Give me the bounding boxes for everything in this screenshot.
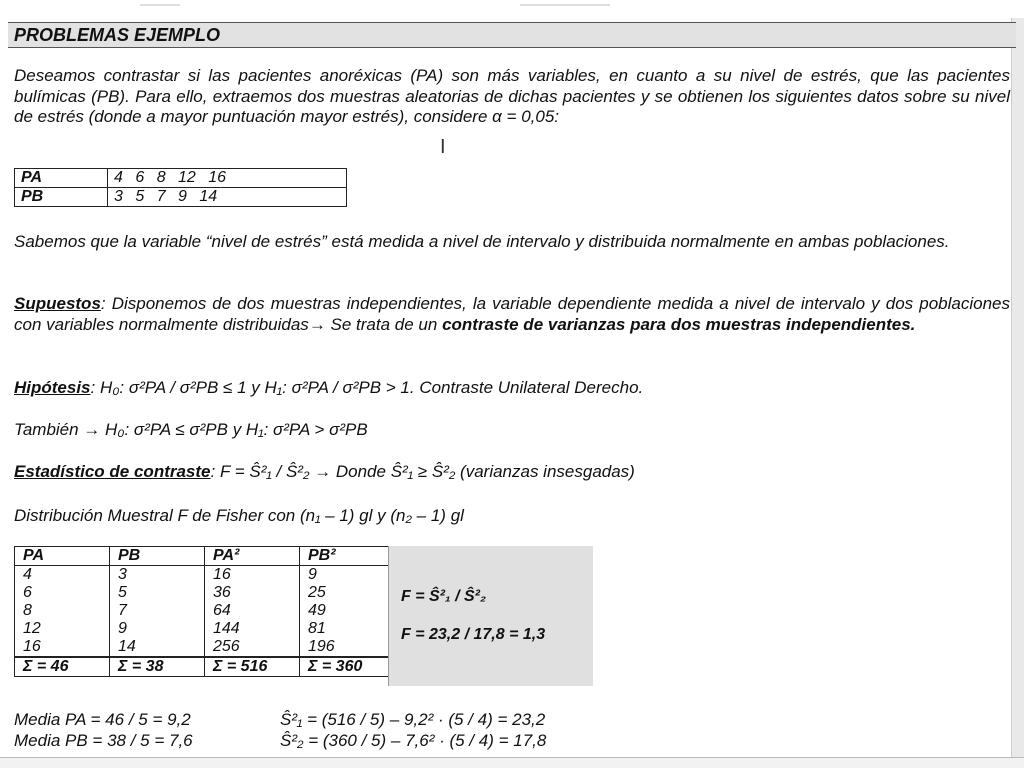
sum-row [15, 657, 395, 677]
media-pa: Media PA = 46 / 5 = 9,2 [14, 710, 191, 729]
cell: 196 [300, 638, 395, 657]
assumption-paragraph: Sabemos que la variable “nivel de estrés” está medida a nivel de intervalo y distribuida normalmente en ambas poblaciones. [14, 232, 950, 251]
cell: 6 [15, 584, 110, 602]
table-row [15, 169, 347, 188]
variance-s2: Ŝ²₂ = (360 / 5) – 7,6² · (5 / 4) = 17,8 [280, 731, 547, 750]
cell: 14 [110, 638, 205, 657]
estadistico-label: Estadístico de contraste [14, 462, 211, 481]
table-row [15, 620, 395, 638]
distribucion-line: Distribución Muestral F de Fisher con (n₁ – 1) gl y (n₂ – 1) gl [14, 506, 464, 525]
toolbar-divider [140, 4, 180, 6]
intro-paragraph: Deseamos contrastar si las pacientes anoréxicas (PA) son más variables, en cuanto a su nivel de estrés, que las pacientes bulímicas (PB). Para ello, extraemos dos muestras aleatorias de dichas pacientes y se obtienen los siguientes datos sobre su nivel de estrés (donde a mayor puntuación mayor estrés), considere α = 0,05: [14, 66, 1010, 126]
cell: 49 [300, 602, 395, 620]
section-header [8, 22, 1016, 48]
f-result: F = 23,2 / 17,8 = 1,3 [401, 626, 546, 643]
table-row [15, 188, 347, 207]
col-header: PA [15, 547, 110, 566]
row-values: 3 5 7 9 14 [108, 188, 347, 207]
text-cursor-icon: I [440, 136, 446, 158]
hipotesis-label: Hipótesis [14, 378, 91, 397]
cell: 9 [110, 620, 205, 638]
supuestos-bold: contraste de varianzas para dos muestras independientes. [442, 314, 916, 334]
supuestos-text: : Disponemos de dos muestras independientes, la variable dependiente medida a nivel de intervalo y dos poblaciones con variables normalmente distribuidas [14, 294, 1010, 334]
f-formula: F = Ŝ²₁ / Ŝ²₂ [401, 588, 487, 605]
f-statistic-box [388, 546, 593, 686]
cell: 81 [300, 620, 395, 638]
horizontal-scrollbar[interactable] [0, 757, 1024, 768]
sum-cell: Σ = 38 [110, 657, 205, 677]
cell: 8 [15, 602, 110, 620]
col-header: PB² [300, 547, 395, 566]
table-row [15, 566, 395, 585]
sum-cell: Σ = 46 [15, 657, 110, 677]
toolbar-divider [520, 4, 610, 6]
cell: 7 [110, 602, 205, 620]
cell: 9 [300, 566, 395, 585]
cell: 144 [205, 620, 300, 638]
row-label: PA [15, 169, 108, 188]
arrow-icon: → [308, 314, 326, 334]
cell: 3 [110, 566, 205, 585]
document-page [8, 18, 1016, 758]
row-label: PB [15, 188, 108, 207]
hipotesis-line [14, 378, 1010, 399]
table-row [15, 584, 395, 602]
cell: 25 [300, 584, 395, 602]
col-header: PB [110, 547, 205, 566]
supuestos-arrow-text: Se trata de un [325, 314, 443, 334]
variance-s1: Ŝ²₁ = (516 / 5) – 9,2² · (5 / 4) = 23,2 [280, 710, 546, 729]
cell: 4 [15, 566, 110, 585]
calc-table [14, 546, 395, 677]
sum-cell: Σ = 516 [205, 657, 300, 677]
section-title: PROBLEMAS EJEMPLO [14, 25, 221, 45]
cell: 12 [15, 620, 110, 638]
estadistico-line [14, 462, 1010, 483]
cell: 16 [15, 638, 110, 657]
media-pb: Media PB = 38 / 5 = 7,6 [14, 731, 193, 750]
supuestos-label: Supuestos [14, 294, 101, 313]
cell: 256 [205, 638, 300, 657]
tambien-line: También → H₀: σ²PA ≤ σ²PB y H₁: σ²PA > σ²PB [14, 420, 368, 439]
cell: 36 [205, 584, 300, 602]
table-row [15, 638, 395, 657]
calc-header-row [15, 547, 395, 566]
cell: 64 [205, 602, 300, 620]
top-toolbar [0, 0, 1024, 18]
hipotesis-text: : H₀: σ²PA / σ²PB ≤ 1 y H₁: σ²PA / σ²PB > 1. Contraste Unilateral Derecho. [90, 378, 644, 397]
supuestos-paragraph [14, 294, 1010, 335]
row-values: 4 6 8 12 16 [108, 169, 347, 188]
table-row [15, 602, 395, 620]
data-table [14, 168, 347, 207]
sum-cell: Σ = 360 [300, 657, 395, 677]
cell: 16 [205, 566, 300, 585]
cell: 5 [110, 584, 205, 602]
col-header: PA² [205, 547, 300, 566]
estadistico-text: : F = Ŝ²₁ / Ŝ²₂ → Donde Ŝ²₁ ≥ Ŝ²₂ (varianzas insesgadas) [210, 462, 635, 481]
